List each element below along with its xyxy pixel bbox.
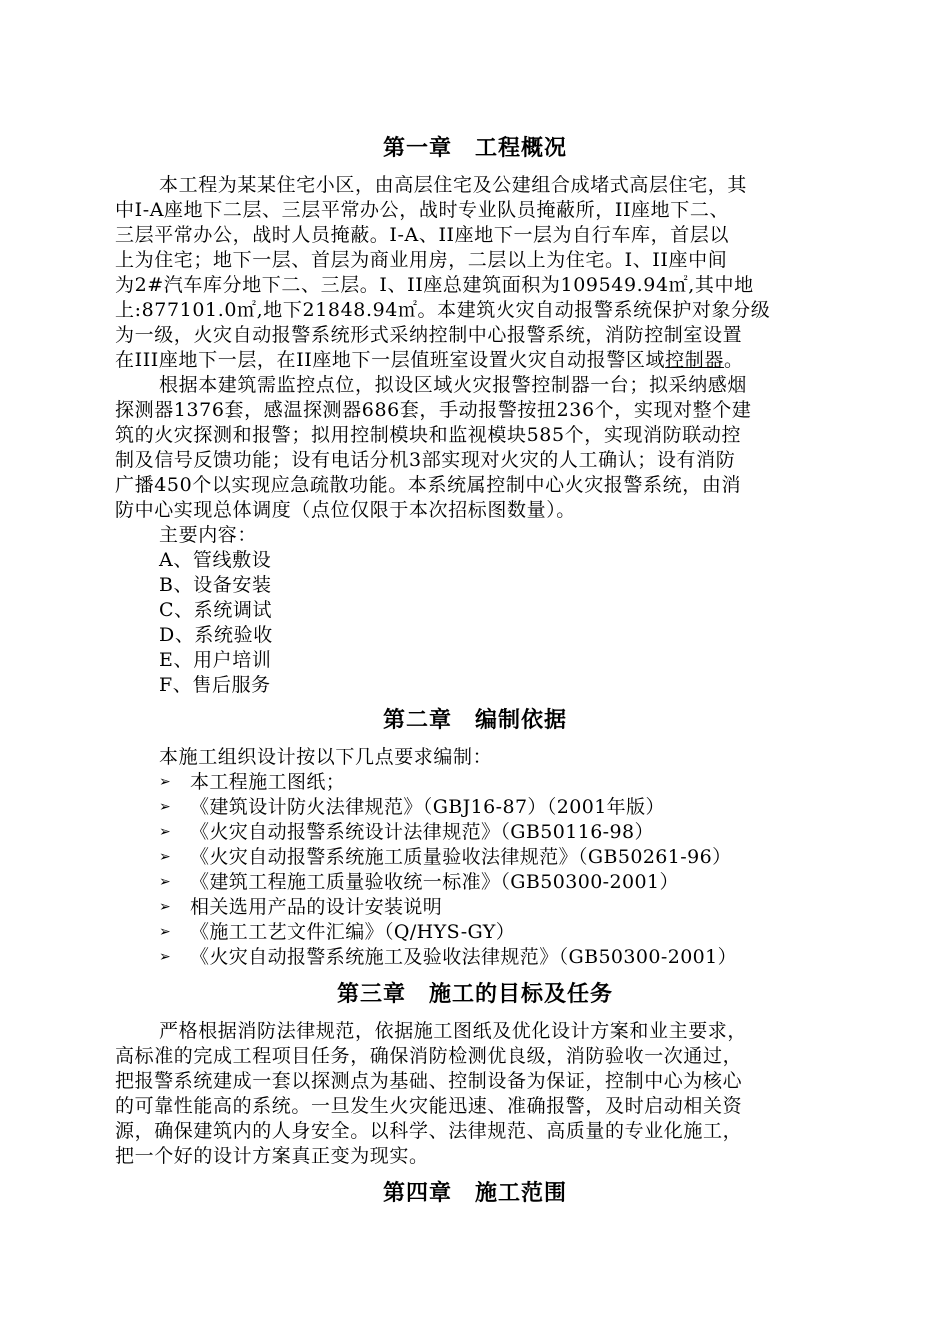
ch1-p1-last-text: 在III座地下一层，在II座地下一层值班室设置火灾自动报警区域 [115, 349, 666, 371]
arrowhead-bullet-icon: ➢ [159, 874, 171, 890]
arrowhead-bullet-icon: ➢ [159, 824, 171, 840]
reference-item: 《火灾自动报警系统施工质量验收法律规范》（GB50261-96） [190, 846, 732, 868]
reference-item: 《建筑设计防火法律规范》（GBJ16-87）（2001年版） [190, 796, 665, 818]
controller-term-link: 控制器 [665, 349, 724, 371]
reference-item: 《建筑工程施工质量验收统一标准》（GB50300-2001） [190, 871, 679, 893]
reference-item: 《火灾自动报警系统施工及验收法律规范》（GB50300-2001） [190, 946, 738, 968]
ch1-p1-last-period: 。 [723, 349, 744, 371]
reference-item: 本工程施工图纸； [190, 771, 346, 793]
ch1-p2-line: 根据本建筑需监控点位，拟设区域火灾报警控制器一台；拟采纳感烟 [159, 374, 748, 396]
reference-item: 《施工工艺文件汇编》（Q/HYS-GY） [190, 921, 516, 943]
ch1-p1-line: 为一级，火灾自动报警系统形式采纳控制中心报警系统，消防控制室设置 [115, 324, 743, 346]
ch1-p1-line: 本工程为某某住宅小区，由高层住宅及公建组合成堵式高层住宅，其 [159, 174, 748, 196]
ch1-p1-line: 上:877101.0㎡,地下21848.94㎡。本建筑火灾自动报警系统保护对象分级 [115, 299, 771, 321]
content-item: E、用户培训 [159, 649, 272, 671]
ch1-p2-line: 防中心实现总体调度（点位仅限于本次招标图数量）。 [115, 499, 576, 521]
ch1-p1-line: 上为住宅；地下一层、首层为商业用房，二层以上为住宅。I、II座中间 [115, 249, 728, 271]
ch3-p-line: 把一个好的设计方案真正变为现实。 [115, 1145, 429, 1167]
reference-item: 《火灾自动报警系统设计法律规范》（GB50116-98） [190, 821, 654, 843]
arrowhead-bullet-icon: ➢ [159, 799, 171, 815]
content-item: F、售后服务 [159, 674, 271, 696]
ch1-p1-line: 三层平常办公，战时人员掩蔽。I-A、II座地下一层为自行车库，首层以 [115, 224, 730, 246]
ch1-p2-line: 制及信号反馈功能；设有电话分机3部实现对火灾的人工确认；设有消防 [115, 449, 736, 471]
arrowhead-bullet-icon: ➢ [159, 924, 171, 940]
ch1-p2-line: 筑的火灾探测和报警；拟用控制模块和监视模块585个，实现消防联动控 [115, 424, 742, 446]
arrowhead-bullet-icon: ➢ [159, 949, 171, 965]
arrowhead-bullet-icon: ➢ [159, 899, 171, 915]
chapter-2-title: 第二章 编制依据 [382, 708, 567, 733]
arrowhead-bullet-icon: ➢ [159, 774, 171, 790]
ch1-p2-line: 探测器1376套，感温探测器686套，手动报警按扭236个，实现对整个建 [115, 399, 752, 421]
ch3-p-line: 源，确保建筑内的人身安全。以科学、法律规范、高质量的专业化施工， [115, 1120, 743, 1142]
ch1-p1-line: 中I-A座地下二层、三层平常办公，战时专业队员掩蔽所，II座地下二、 [115, 199, 730, 221]
chapter-3-title: 第三章 施工的目标及任务 [336, 982, 613, 1007]
content-item: B、设备安装 [159, 574, 272, 596]
ch1-p2-line: 广播450个以实现应急疏散功能。本系统属控制中心火灾报警系统，由消 [115, 474, 742, 496]
arrowhead-bullet-icon: ➢ [159, 849, 171, 865]
ch3-p-line: 严格根据消防法律规范，依据施工图纸及优化设计方案和业主要求， [159, 1020, 748, 1042]
ch1-p1-line: 为2#汽车库分地下二、三层。I、II座总建筑面积为109549.94㎡,其中地 [115, 274, 754, 296]
content-item: A、管线敷设 [159, 549, 272, 571]
ch3-p-line: 高标准的完成工程项目任务，确保消防检测优良级，消防验收一次通过， [115, 1045, 743, 1067]
content-item: D、系统验收 [159, 624, 273, 646]
content-item: C、系统调试 [159, 599, 273, 621]
ch3-p-line: 把报警系统建成一套以探测点为基础、控制设备为保证，控制中心为核心 [115, 1070, 743, 1092]
main-content-label: 主要内容： [159, 524, 258, 546]
reference-item: 相关选用产品的设计安装说明 [190, 896, 443, 918]
ch3-p-line: 的可靠性能高的系统。一旦发生火灾能迅速、准确报警，及时启动相关资 [115, 1095, 743, 1117]
ch1-p1-line [115, 348, 744, 373]
chapter-4-title: 第四章 施工范围 [382, 1181, 567, 1206]
ch2-intro: 本施工组织设计按以下几点要求编制： [159, 746, 493, 768]
chapter-1-title: 第一章 工程概况 [382, 136, 567, 161]
